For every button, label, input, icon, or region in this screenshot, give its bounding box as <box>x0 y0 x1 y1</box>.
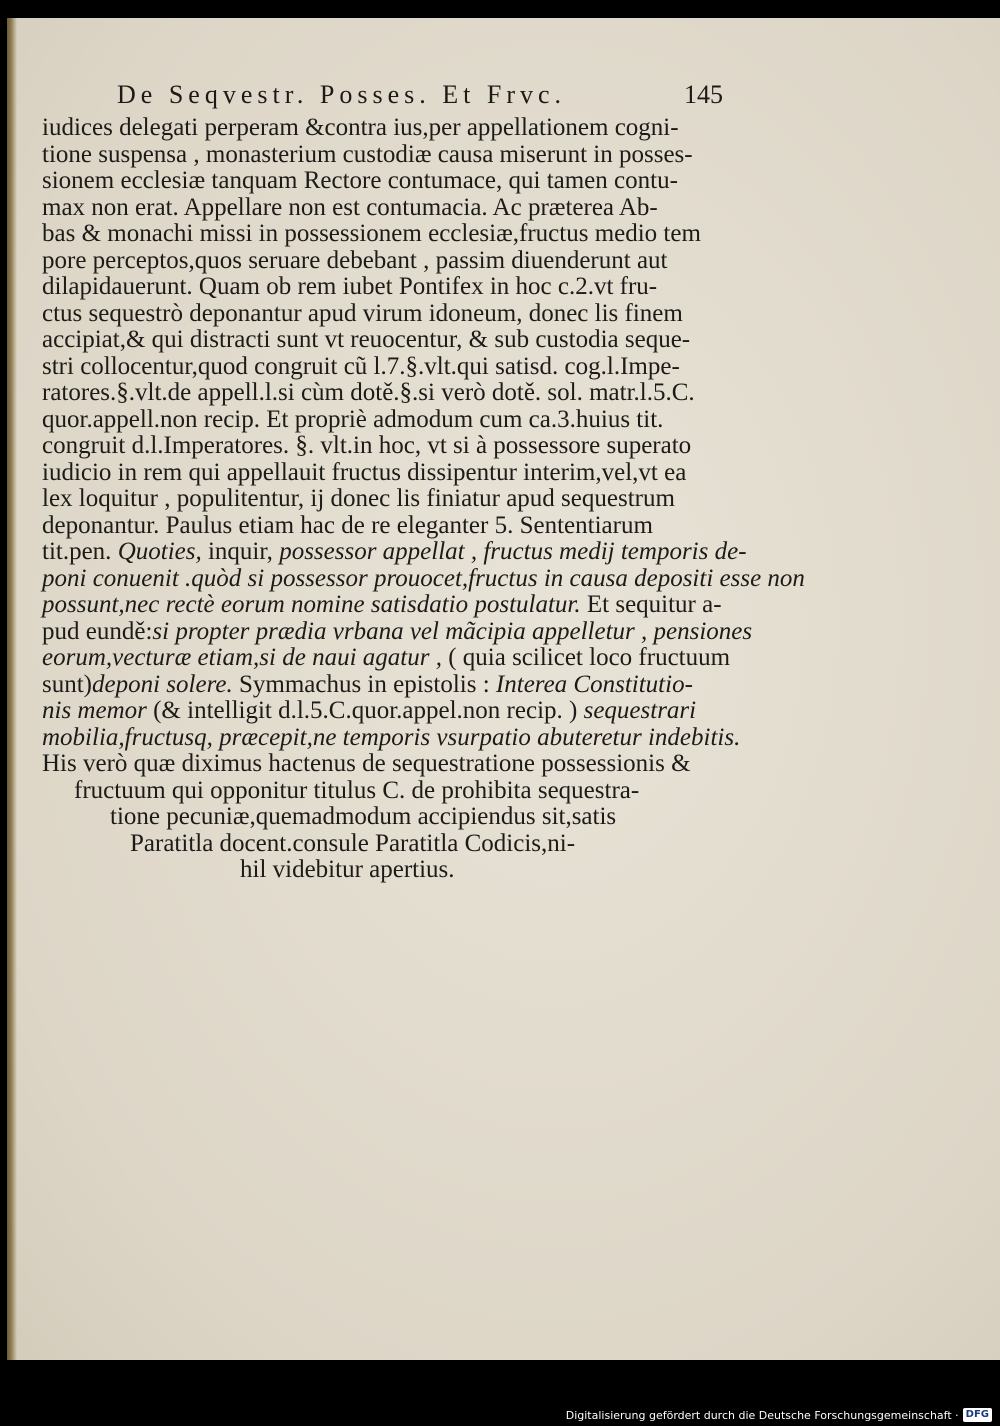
text-line: tione suspensa , monasterium custodiæ causa miserunt in posses- <box>42 140 693 168</box>
dfg-logo: DFG <box>963 1408 992 1422</box>
text-run: sunt) <box>42 670 92 698</box>
italic-run: nis memor <box>42 697 147 724</box>
italic-run: mobilia,fructusq, præcepit,ne temporis vsurpatio abuteretur indebitis. <box>42 723 741 751</box>
text-run: Et sequitur a- <box>580 591 722 618</box>
italic-run: eorum,vecturæ etiam,si de naui agatur , <box>42 644 442 671</box>
closing-line: tione pecuniæ,quemadmodum accipiendus sit,satis <box>110 803 617 830</box>
text-line <box>42 698 732 725</box>
italic-run: possunt,nec rectè eorum nomine satisdatio postulatur. <box>42 591 581 618</box>
text-run: ( quia scilicet loco fructuum <box>441 644 731 671</box>
text-run: Symmachus in epistolis : <box>232 670 496 698</box>
text-run: inquir, <box>201 538 280 565</box>
text-line <box>42 645 732 672</box>
text-line: congruit d.l.Imperatores. §. vlt.in hoc, vt si à possessore superato <box>42 432 692 459</box>
closing-line: fructuum qui opponitur titulus C. de prohibita sequestra- <box>74 776 640 804</box>
page-gutter-edge <box>7 18 17 1360</box>
italic-run: Interea Constitutio- <box>495 670 693 698</box>
text-line <box>42 723 741 752</box>
credit-text: Digitalisierung gefördert durch die Deutsche Forschungsgemeinschaft · <box>565 1408 959 1422</box>
italic-run: sequestrari <box>583 697 697 724</box>
page-number: 145 <box>684 80 723 109</box>
closing-line: hil videbitur apertius. <box>240 856 455 883</box>
text-run: pud eundě: <box>42 617 153 645</box>
text-line: deponantur. Paulus etiam hac de re eleganter 5. Sententiarum <box>42 511 653 539</box>
closing-line: His verò quæ diximus hactenus de sequestratione possessionis & <box>42 750 691 777</box>
running-header: De Seqvestr. Posses. Et Frvc. <box>117 80 567 109</box>
text-line: accipiat,& qui distracti sunt vt reuocentur, & sub custodia seque- <box>42 326 691 353</box>
text-line: dilapidauerunt. Quam ob rem iubet Pontifex in hoc c.2.vt fru- <box>42 273 658 300</box>
text-line: max non erat. Appellare non est contumacia. Ac præterea Ab- <box>42 193 658 221</box>
text-run: tit.pen. <box>42 538 118 565</box>
text-line: bas & monachi missi in possessionem ecclesiæ,fructus medio tem <box>42 220 701 247</box>
italic-run: si propter prædia vrbana vel mãcipia appelletur , pensiones <box>152 617 753 645</box>
text-line <box>42 617 753 646</box>
text-line <box>42 538 747 566</box>
text-line <box>42 564 805 593</box>
italic-run: Quoties, <box>117 538 202 565</box>
dfg-credit <box>566 1406 992 1424</box>
text-line: stri collocentur,quod congruit cũ l.7.§.vlt.qui satisd. cog.l.Impe- <box>42 352 680 380</box>
text-line <box>42 592 732 619</box>
italic-run: deponi solere. <box>92 670 233 698</box>
text-line: quor.appell.non recip. Et propriè admodum cum ca.3.huius tit. <box>42 405 664 433</box>
text-line <box>42 672 732 699</box>
text-run: (& intelligit d.l.5.C.quor.appel.non recip. ) <box>146 697 584 724</box>
text-line: iudices delegati perperam &contra ius,per appellationem cogni- <box>42 114 679 141</box>
italic-run: possessor appellat , fructus medij temporis de- <box>279 538 747 565</box>
text-line: lex loquitur , populitentur, ij donec lis finiatur apud sequestrum <box>42 485 675 512</box>
text-line: pore perceptos,quos seruare debebant , passim diuenderunt aut <box>42 246 668 274</box>
text-line: iudicio in rem qui appellauit fructus dissipentur interim,vel,vt ea <box>42 458 687 486</box>
body-text <box>42 114 805 884</box>
text-line: ratores.§.vlt.de appell.l.si cùm dotě.§.si verò dotě. sol. matr.l.5.C. <box>42 379 695 406</box>
text-line: ctus sequestrò deponantur apud virum idoneum, donec lis finem <box>42 299 683 327</box>
italic-run: poni conuenit .quòd si possessor prouocet,fructus in causa depositi esse non <box>42 564 805 592</box>
closing-line: Paratitla docent.consule Paratitla Codicis,ni- <box>130 829 576 857</box>
text-line: sionem ecclesiæ tanquam Rectore contumace, qui tamen contu- <box>42 167 678 194</box>
